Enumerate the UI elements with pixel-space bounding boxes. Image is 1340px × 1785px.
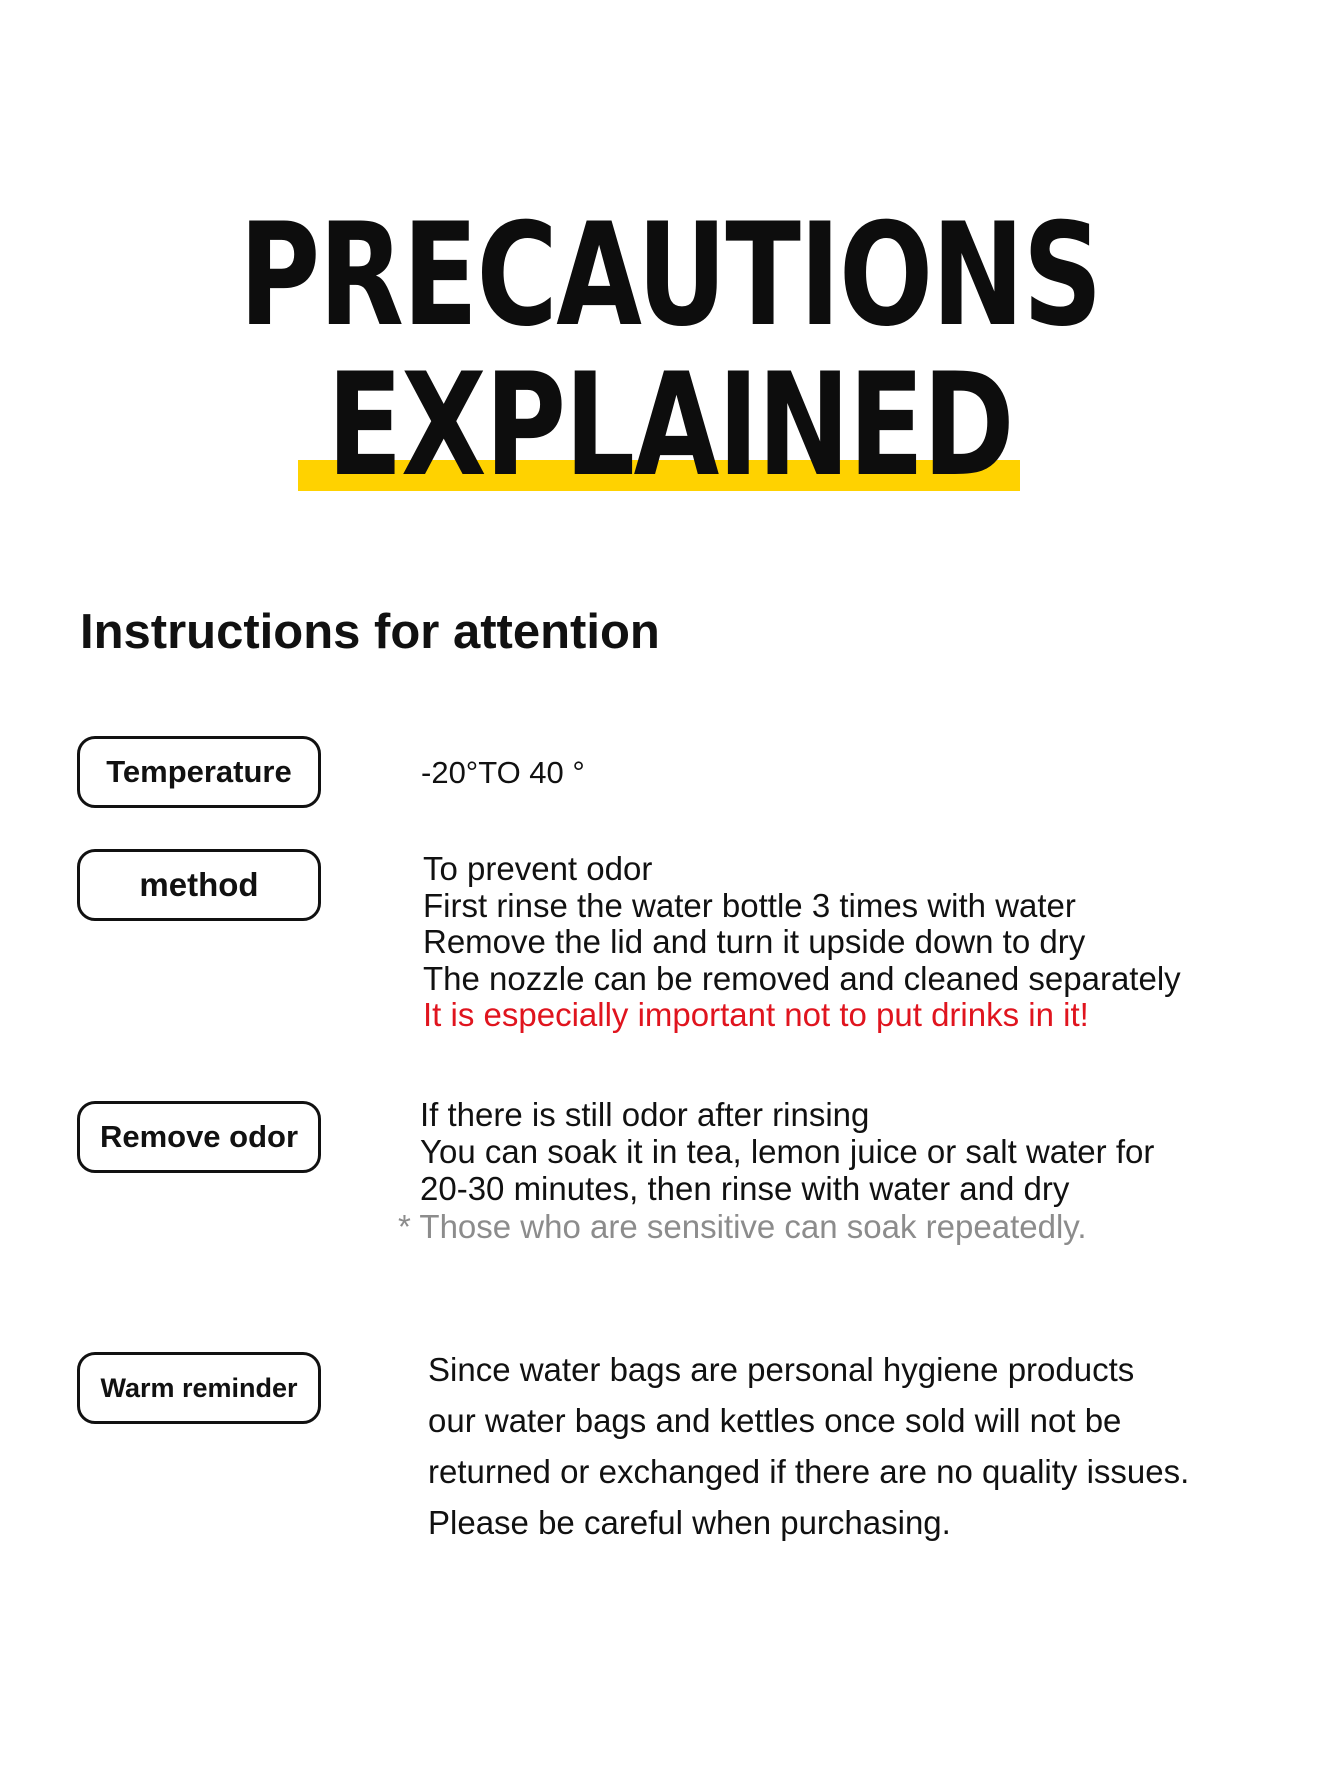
remove-odor-line: You can soak it in tea, lemon juice or salt water for (420, 1133, 1155, 1170)
remove-odor-line: If there is still odor after rinsing (420, 1096, 870, 1133)
method-line: Remove the lid and turn it upside down to dry (423, 923, 1086, 960)
headline-line-1: PRECAUTIONS (239, 193, 1101, 358)
headline-line-2: EXPLAINED (326, 343, 1013, 508)
warm-reminder-line: Since water bags are personal hygiene products (428, 1351, 1135, 1388)
warm-reminder-line: returned or exchanged if there are no quality issues. (428, 1453, 1190, 1490)
label-remove-odor: Remove odor (77, 1101, 321, 1173)
remove-odor-line: 20-30 minutes, then rinse with water and dry (420, 1170, 1070, 1207)
label-warm-reminder: Warm reminder (77, 1352, 321, 1424)
remove-odor-text (420, 1096, 1154, 1207)
warm-reminder-line: our water bags and kettles once sold will not be (428, 1402, 1122, 1439)
temperature-range: -20°TO 40 ° (421, 755, 585, 790)
warm-reminder-line: Please be careful when purchasing. (428, 1504, 951, 1541)
warm-reminder-text (428, 1344, 1189, 1548)
method-warning: It is especially important not to put drinks in it! (423, 996, 1089, 1033)
section-title: Instructions for attention (80, 605, 660, 659)
method-line: First rinse the water bottle 3 times with water (423, 886, 1076, 924)
remove-odor-note: * Those who are sensitive can soak repeatedly. (398, 1208, 1087, 1245)
label-temperature: Temperature (77, 736, 321, 808)
method-line: To prevent odor (423, 850, 653, 887)
method-line: The nozzle can be removed and cleaned separately (423, 959, 1181, 997)
method-text (423, 851, 1181, 1034)
label-method: method (77, 849, 321, 921)
